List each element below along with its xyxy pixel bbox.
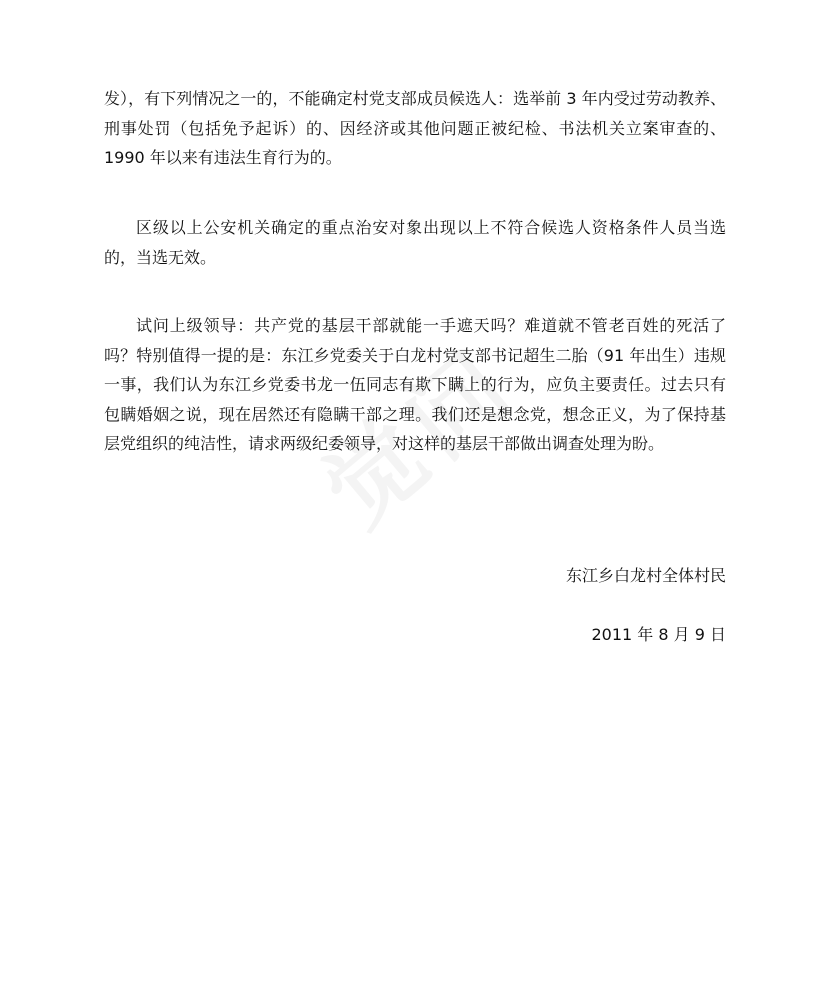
signature: 东江乡白龙村全体村民 (565, 566, 726, 585)
paragraph-election-invalid: 区级以上公安机关确定的重点治安对象出现以上不符合候选人资格条件人员当选的，当选无效。 (104, 218, 726, 267)
date: 2011 年 8 月 9 日 (591, 625, 726, 644)
paragraph-appeal: 试问上级领导：共产党的基层干部就能一手遮天吗？难道就不管老百姓的死活了吗？特别值得一提的是：东江乡党委关于白龙村党支部书记超生二胎（91 年出生）违规一事，我们认为东江乡党委书龙一伍同志有欺下瞒上的行为，应负主要责任。过去只有包瞒婚姻之说，现在居然还有隐瞒干部之理。我们还是想念党，想念正义，为了保持基层党组织的纯洁性，请求两级纪委领导，对这样的基层干部做出调查处理为盼。 (104, 316, 726, 453)
paragraph-candidate-conditions: 发），有下列情况之一的，不能确定村党支部成员候选人：选举前 3 年内受过劳动教养、刑事处罚（包括免予起诉）的、因经济或其他问题正被纪检、书法机关立案审查的、1990 年以来有违法生育行为的。 (104, 89, 726, 167)
